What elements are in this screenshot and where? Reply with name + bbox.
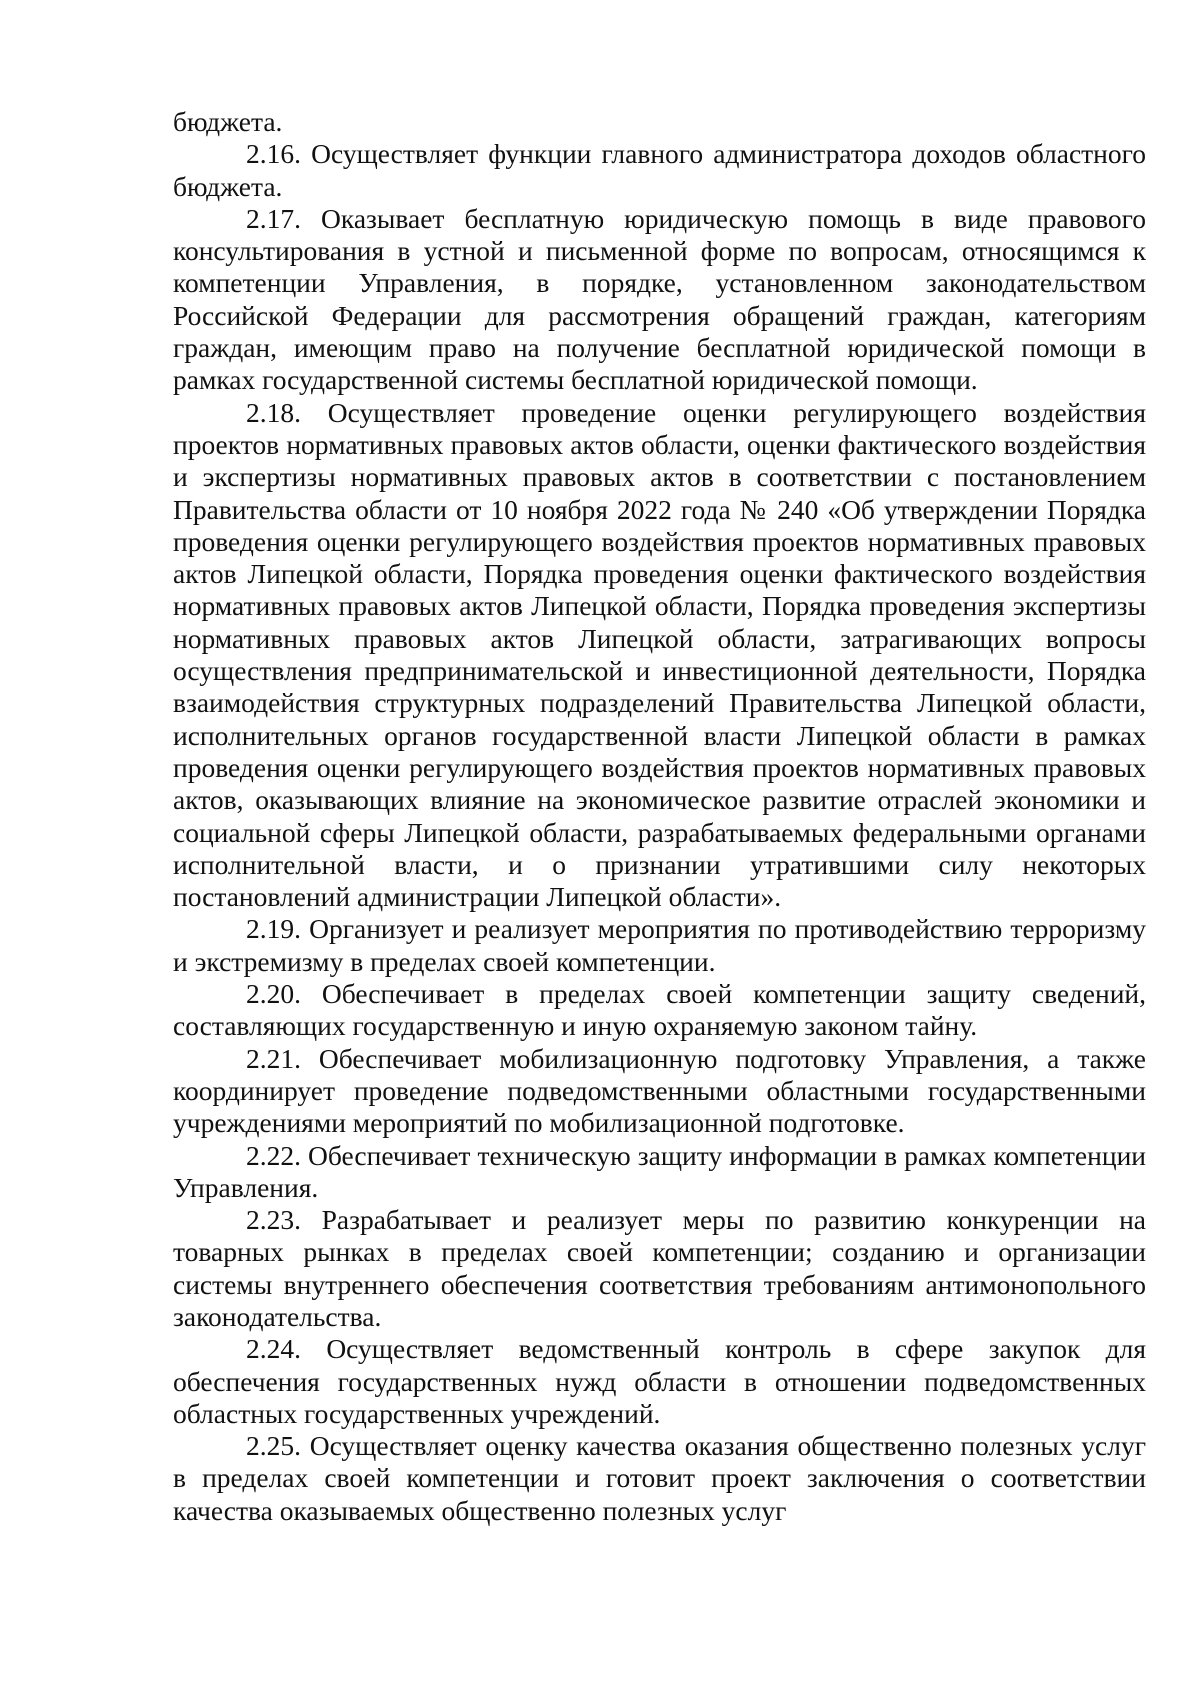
paragraph-2-18: 2.18. Осуществляет проведение оценки регулирующего воздействия проектов нормативных правовых актов области, оценки фактического воздействия и экспертизы нормативных правовых актов в соответствии с постановлением Правительства области от 10 ноября 2022 года № 240 «Об утверждении Порядка проведения оценки регулирующего воздействия проектов нормативных правовых актов Липецкой области, Порядка проведения оценки фактического воздействия нормативных правовых актов Липецкой области, Порядка проведения экспертизы нормативных правовых актов Липецкой области, затрагивающих вопросы осуществления предпринимательской и инвестиционной деятельности, Порядка взаимодействия структурных подразделений Правительства Липецкой области, исполнительных органов государственной власти Липецкой области в рамках проведения оценки регулирующего воздействия проектов нормативных правовых актов, оказывающих влияние на экономическое развитие отраслей экономики и социальной сферы Липецкой области, разрабатываемых федеральными органами исполнительной власти, и о признании утратившими силу некоторых постановлений администрации Липецкой области». <box>173 396 1146 913</box>
paragraph-2-16: 2.16. Осуществляет функции главного администратора доходов областного бюджета. <box>173 138 1146 202</box>
document-page <box>173 106 1146 1527</box>
paragraph-2-25: 2.25. Осуществляет оценку качества оказания общественно полезных услуг в пределах своей компетенции и готовит проект заключения о соответствии качества оказываемых общественно полезных услуг <box>173 1430 1146 1526</box>
continuation-text: бюджета. <box>173 106 283 137</box>
paragraph-2-17: 2.17. Оказывает бесплатную юридическую помощь в виде правового консультирования в устной и письменной форме по вопросам, относящимся к компетенции Управления, в порядке, установленном законодательством Российской Федерации для рассмотрения обращений граждан, категориям граждан, имеющим право на получение бесплатной юридической помощи в рамках государственной системы бесплатной юридической помощи. <box>173 202 1146 396</box>
paragraph-2-23: 2.23. Разрабатывает и реализует меры по развитию конкуренции на товарных рынках в пределах своей компетенции; созданию и организации системы внутреннего обеспечения соответствия требованиям антимонопольного законодательства. <box>173 1204 1146 1332</box>
paragraph-2-22: 2.22. Обеспечивает техническую защиту информации в рамках компетенции Управления. <box>173 1139 1146 1203</box>
paragraph-2-19: 2.19. Организует и реализует мероприятия по противодействию терроризму и экстремизму в пределах своей компетенции. <box>173 913 1146 977</box>
paragraph-2-20: 2.20. Обеспечивает в пределах своей компетенции защиту сведений, составляющих государственную и иную охраняемую законом тайну. <box>173 978 1146 1042</box>
paragraph-2-24: 2.24. Осуществляет ведомственный контроль в сфере закупок для обеспечения государственных нужд области в отношении подведомственных областных государственных учреждений. <box>173 1333 1146 1429</box>
paragraph-2-21: 2.21. Обеспечивает мобилизационную подготовку Управления, а также координирует проведение подведомственными областными государственными учреждениями мероприятий по мобилизационной подготовке. <box>173 1042 1146 1139</box>
